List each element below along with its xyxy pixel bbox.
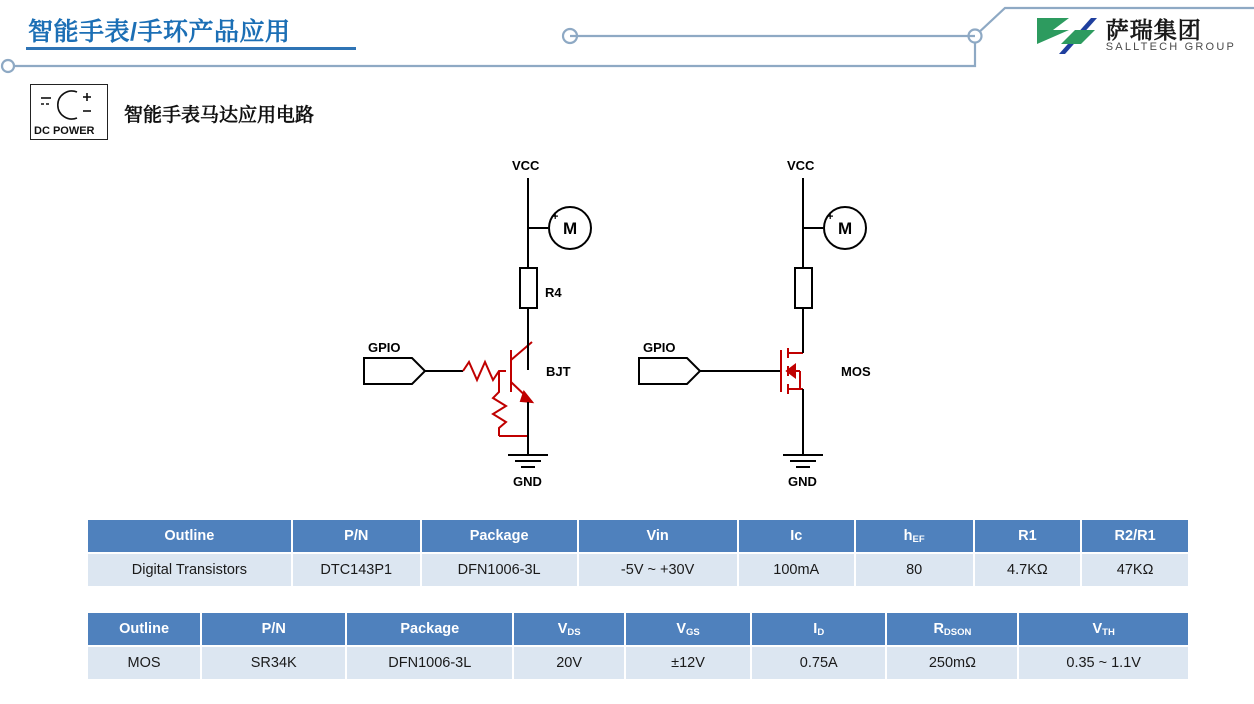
right-device-label: MOS [841,364,871,379]
left-resistor-label: R4 [545,285,562,300]
col-ic: Ic [739,520,854,552]
table-header-row [88,520,1188,552]
cell-vin: -5V ~ +30V [579,552,737,586]
cell-r2r1: 47KΩ [1082,552,1188,586]
right-motor-plus: + [827,211,834,223]
col-id: $I_D$ [752,613,885,645]
table-header-row [88,613,1188,645]
right-gnd-label: GND [788,474,817,489]
col-pn: P/N [202,613,345,645]
mos-table [86,613,1190,679]
title-underline [26,47,356,50]
cell-pn: DTC143P1 [293,552,420,586]
section-title: 智能手表马达应用电路 [124,105,315,126]
cell-outline: MOS [88,645,200,679]
logo-mark-icon [1035,14,1097,58]
left-gpio-label: GPIO [368,340,401,355]
page-title: 智能手表/手环产品应用 [28,18,291,46]
cell-rdson: 250mΩ [887,645,1017,679]
logo-name-cn: 萨瑞集团 [1105,17,1202,44]
circuit-schematic [0,140,1254,500]
cell-vgs: ±12V [626,645,750,679]
page-header [0,0,1254,76]
cell-package: DFN1006-3L [347,645,512,679]
right-vcc-label: VCC [787,158,815,173]
col-rdson: $R_{DSON}$ [887,613,1017,645]
company-logo [1035,14,1236,58]
logo-name-en: SALLTECH GROUP [1105,41,1236,54]
col-vin: Vin [579,520,737,552]
right-gpio-label: GPIO [643,340,676,355]
cell-id: 0.75A [752,645,885,679]
left-motor-plus: + [552,211,559,223]
left-device-label: BJT [546,364,571,379]
digital-transistor-table [86,520,1190,586]
col-outline: Outline [88,520,291,552]
left-vcc-label: VCC [512,158,540,173]
left-motor-label: M [563,219,578,238]
col-vth: $V_{TH}$ [1019,613,1188,645]
dc-power-icon [30,84,108,140]
col-package: Package [422,520,577,552]
cell-outline: Digital Transistors [88,552,291,586]
cell-vth: 0.35 ~ 1.1V [1019,645,1188,679]
cell-r1: 4.7KΩ [975,552,1081,586]
cell-vds: 20V [514,645,624,679]
cell-pn: SR34K [202,645,345,679]
col-hef: $h_{EF}$ [856,520,973,552]
col-r1: R1 [975,520,1081,552]
col-vds: $V_{DS}$ [514,613,624,645]
col-pn: P/N [293,520,420,552]
col-outline: Outline [88,613,200,645]
right-motor-label: M [838,219,853,238]
left-gnd-label: GND [513,474,542,489]
col-r2r1: R2/R1 [1082,520,1188,552]
dc-power-label: DC POWER [34,125,95,137]
cell-hef: 80 [856,552,973,586]
col-vgs: $V_{GS}$ [626,613,750,645]
cell-package: DFN1006-3L [422,552,577,586]
table-row [88,552,1188,586]
table-row [88,645,1188,679]
cell-ic: 100mA [739,552,854,586]
col-package: Package [347,613,512,645]
